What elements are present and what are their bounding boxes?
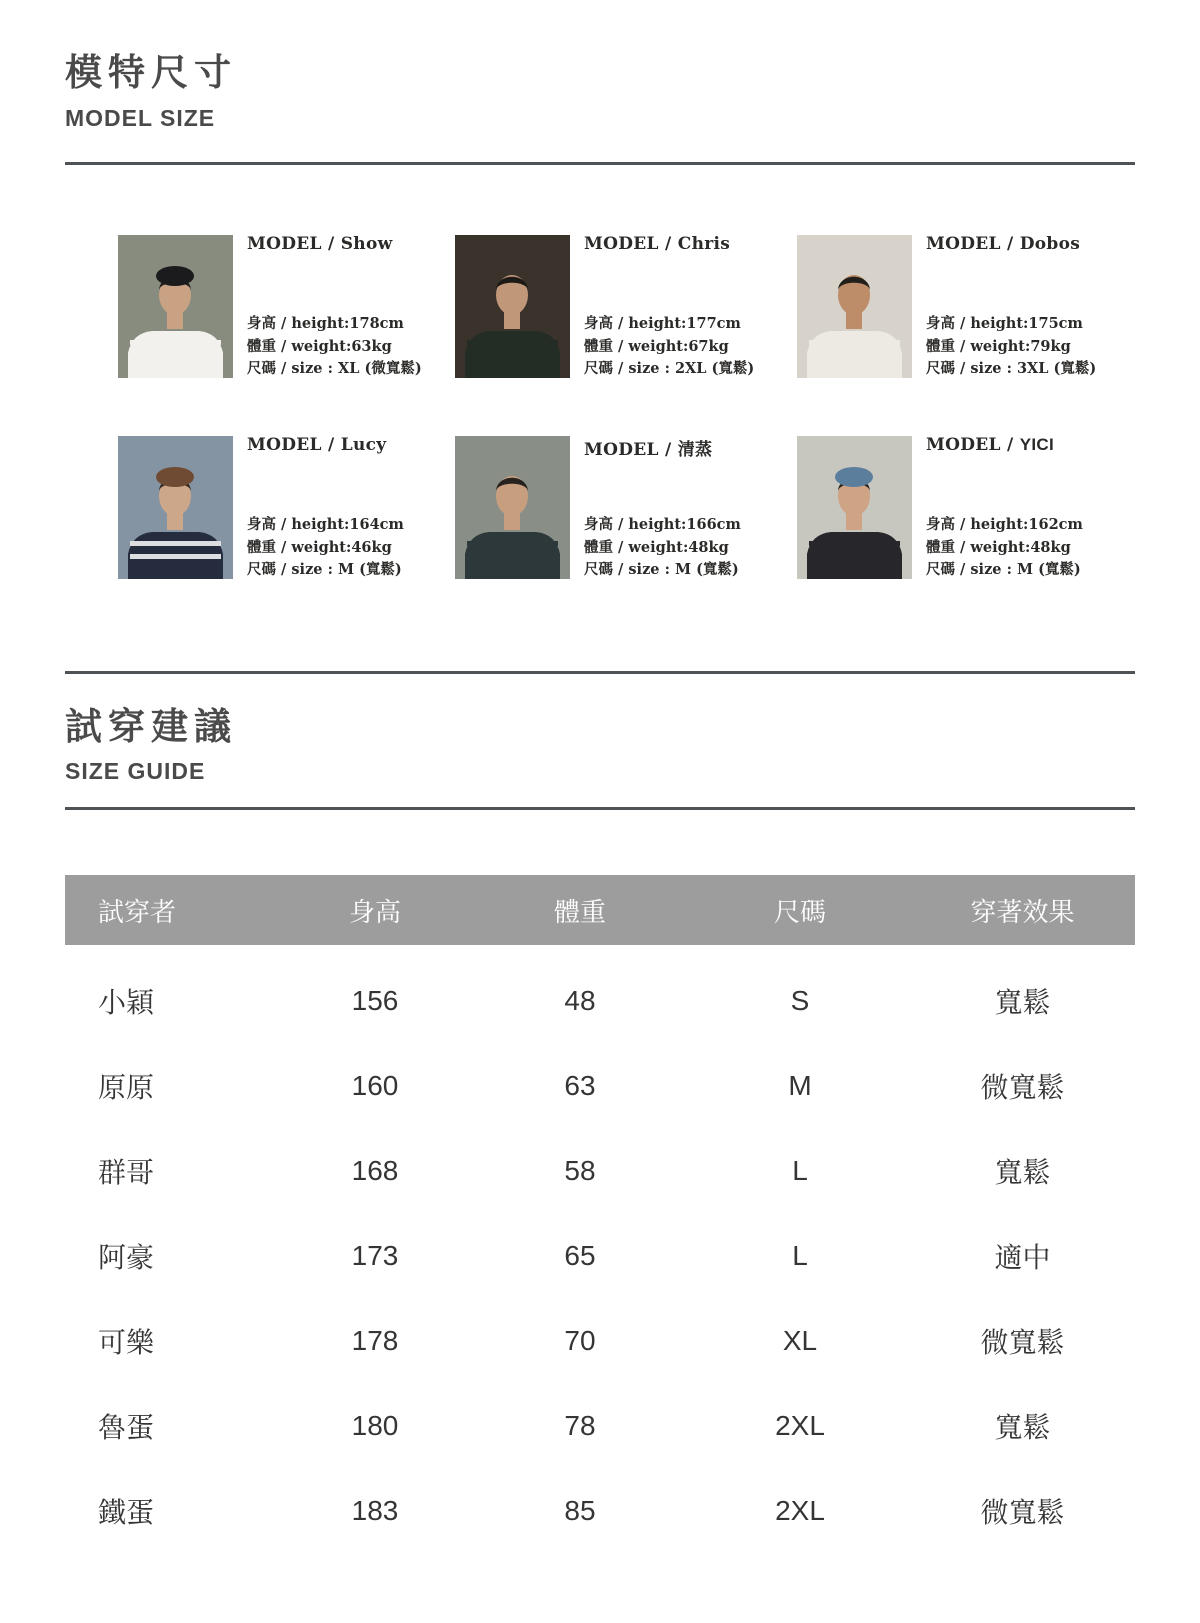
model-weight: 體重 / weight:46kg [247, 538, 392, 556]
size-guide-title-zh: 試穿建議 [65, 705, 237, 747]
section-divider [65, 162, 1135, 165]
person-top-stripe [467, 554, 558, 559]
section-divider [65, 807, 1135, 810]
cell-weight: 58 [564, 1154, 596, 1186]
column-header-weight: 體重 [553, 896, 606, 927]
cell-size: M [788, 1069, 812, 1101]
table-row [65, 1043, 1135, 1128]
cell-weight: 63 [564, 1069, 596, 1101]
person-top-stripe [467, 541, 558, 546]
model-height: 身高 / height:177cm [584, 315, 741, 333]
person-cap [493, 467, 531, 487]
model-photo-illustration [455, 436, 570, 579]
model-info [584, 235, 789, 378]
cell-size: 2XL [775, 1494, 825, 1526]
person-top-stripe [809, 541, 900, 546]
model-height: 身高 / height:162cm [926, 516, 1083, 534]
model-weight: 體重 / weight:79kg [926, 337, 1071, 355]
model-specs [926, 313, 1131, 380]
cell-size: L [792, 1239, 808, 1271]
model-specs [247, 313, 452, 380]
model-weight: 體重 / weight:48kg [584, 538, 729, 556]
model-info [926, 436, 1131, 579]
model-card [455, 235, 797, 378]
model-card [118, 235, 455, 378]
model-height: 身高 / height:178cm [247, 315, 404, 333]
table-row [65, 1468, 1135, 1553]
model-photo-illustration [118, 235, 233, 378]
model-card [797, 235, 1134, 378]
model-weight: 體重 / weight:67kg [584, 337, 729, 355]
model-card [118, 436, 455, 579]
model-card [797, 436, 1134, 579]
model-photo [797, 436, 912, 579]
model-size: 尺碼 / size : 2XL (寬鬆) [584, 360, 755, 378]
model-specs [584, 514, 789, 581]
cell-height: 183 [351, 1494, 399, 1526]
cell-fit: 寬鬆 [994, 1411, 1051, 1443]
model-name: MODEL / Dobos [926, 233, 1081, 254]
cell-size: S [790, 984, 810, 1016]
model-photo [118, 436, 233, 579]
size-table-header [65, 875, 1135, 945]
person-cap [156, 467, 194, 487]
model-name: MODEL / Lucy [247, 434, 387, 455]
cell-tester-name: 可樂 [98, 1326, 155, 1358]
models-grid [65, 235, 1135, 579]
model-height: 身高 / height:175cm [926, 315, 1083, 333]
size-guide-title-en: SIZE GUIDE [65, 758, 206, 785]
cell-weight: 48 [564, 984, 596, 1016]
table-row [65, 1383, 1135, 1468]
size-guide-table [65, 875, 1135, 1553]
cell-height: 156 [351, 984, 399, 1016]
model-info [247, 235, 452, 378]
model-weight: 體重 / weight:63kg [247, 337, 392, 355]
person-top-stripe [130, 554, 221, 559]
cell-size: XL [782, 1324, 818, 1356]
cell-fit: 微寬鬆 [980, 1496, 1065, 1528]
cell-size: L [792, 1154, 808, 1186]
model-photo [797, 235, 912, 378]
person-top-stripe [809, 340, 900, 345]
cell-weight: 70 [564, 1324, 596, 1356]
model-weight: 體重 / weight:48kg [926, 538, 1071, 556]
cell-weight: 85 [564, 1494, 596, 1526]
cell-tester-name: 群哥 [98, 1156, 155, 1188]
model-photo-illustration [797, 235, 912, 378]
model-name: MODEL / Chris [584, 233, 731, 254]
person-top-stripe [809, 554, 900, 559]
cell-fit: 微寬鬆 [980, 1071, 1065, 1103]
model-size: 尺碼 / size : XL (微寬鬆) [247, 360, 422, 378]
cell-tester-name: 小穎 [98, 986, 155, 1018]
cell-height: 160 [351, 1069, 399, 1101]
model-info [584, 436, 789, 579]
size-table-body [65, 945, 1135, 1553]
cell-height: 173 [351, 1239, 399, 1271]
model-size-title-zh: 模特尺寸 [65, 52, 237, 93]
model-size: 尺碼 / size : M (寬鬆) [584, 561, 739, 579]
section-divider [65, 671, 1135, 674]
column-header-size: 尺碼 [773, 896, 826, 927]
person-cap [835, 266, 873, 286]
cell-tester-name: 原原 [98, 1071, 155, 1103]
table-row [65, 958, 1135, 1043]
person-top-stripe [130, 353, 221, 358]
model-photo [455, 235, 570, 378]
cell-weight: 78 [564, 1409, 596, 1441]
model-photo-illustration [118, 436, 233, 579]
model-size: 尺碼 / size : M (寬鬆) [926, 561, 1081, 579]
person-top-stripe [130, 340, 221, 345]
model-specs [926, 514, 1131, 581]
model-size: 尺碼 / size : 3XL (寬鬆) [926, 360, 1097, 378]
table-row [65, 1298, 1135, 1383]
person-top-stripe [467, 340, 558, 345]
model-info [926, 235, 1131, 378]
column-header-fit: 穿著效果 [970, 896, 1075, 927]
cell-tester-name: 魯蛋 [98, 1411, 155, 1443]
cell-height: 168 [351, 1154, 399, 1186]
model-photo [118, 235, 233, 378]
table-row [65, 1213, 1135, 1298]
model-name: MODEL / 清蒸 [584, 439, 713, 460]
cell-fit: 寬鬆 [994, 1156, 1051, 1188]
column-header-tester: 試穿者 [98, 896, 177, 927]
model-card [455, 436, 797, 579]
table-row [65, 1128, 1135, 1213]
model-name: MODEL / YICI [926, 434, 1054, 455]
cell-weight: 65 [564, 1239, 596, 1271]
cell-height: 180 [351, 1409, 399, 1441]
model-height: 身高 / height:164cm [247, 516, 404, 534]
model-size-title-en: MODEL SIZE [65, 104, 216, 131]
model-photo [455, 436, 570, 579]
model-photo-illustration [455, 235, 570, 378]
model-name: MODEL / Show [247, 233, 393, 254]
cell-height: 178 [351, 1324, 399, 1356]
model-info [247, 436, 452, 579]
person-cap [835, 467, 873, 487]
model-specs [584, 313, 789, 380]
person-top-stripe [467, 353, 558, 358]
column-header-height: 身高 [348, 896, 401, 927]
person-cap [156, 266, 194, 286]
cell-fit: 微寬鬆 [980, 1326, 1065, 1358]
model-size: 尺碼 / size : M (寬鬆) [247, 561, 402, 579]
cell-fit: 適中 [994, 1241, 1051, 1273]
cell-tester-name: 阿豪 [98, 1241, 155, 1273]
model-photo-illustration [797, 436, 912, 579]
cell-fit: 寬鬆 [994, 986, 1051, 1018]
cell-tester-name: 鐵蛋 [98, 1496, 155, 1528]
model-height: 身高 / height:166cm [584, 516, 741, 534]
person-top-stripe [130, 541, 221, 546]
cell-size: 2XL [775, 1409, 825, 1441]
person-cap [493, 266, 531, 286]
model-specs [247, 514, 452, 581]
person-top-stripe [809, 353, 900, 358]
